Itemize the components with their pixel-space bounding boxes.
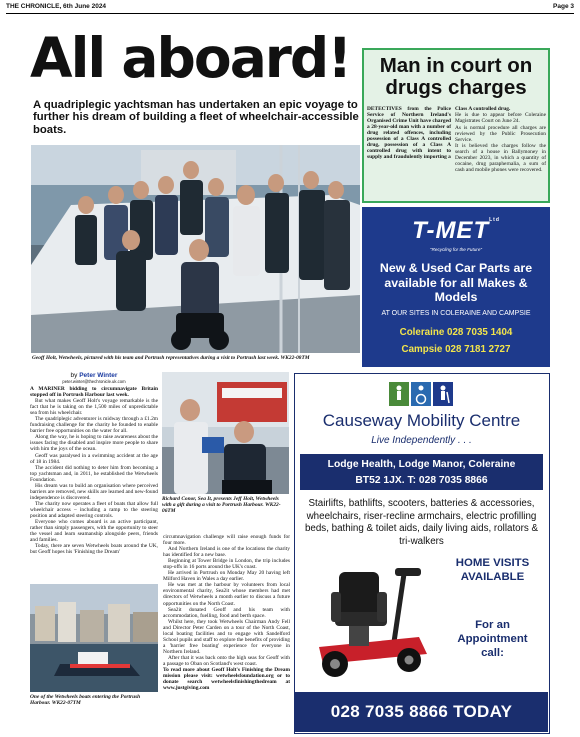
tmet-coleraine-phone: Coleraine 028 7035 1404 [399,327,513,338]
tmet-sites: AT OUR SITES IN COLERAINE AND CAMPSIE [381,310,531,317]
byline-email: peter.winter@thechronicle.uk.com [62,379,126,384]
tmet-logo-text: T-MET [412,217,490,244]
article-column-1 [30,386,158,555]
causeway-name: Causeway Mobility Centre [322,411,521,430]
tmet-advert[interactable] [362,207,550,367]
article-column-2 [163,534,290,691]
article-paragraph: Along the way, he is hoping to raise awareness about the issues facing the disabled and inspire more people to share with him the joys of the ocean. [30,434,158,453]
group-photo-caption: Geoff Holt, Wetwheels, pictured with his team and Portrush representatives during a visit to Portrush last week. WK22-08TM [32,355,310,361]
article-paragraph: He was met at the harbour by volunteers from local environmental charity, Sea2it whose members had met directors of Wetwheels a month earlier to discuss a future opportunities on the North Coast. [163,582,290,607]
causeway-address-line-2: BT52 1JX. T: 028 7035 8866 [355,474,488,486]
article-closing: To read more about Geoff Holt's Finishing the Dream mission please visit: wetwheelsfoundation.org or to donate search wetwheelsfinishingthedream at www.justgiving.com [163,667,290,692]
publication-date: THE CHRONICLE, 6th June 2024 [6,3,107,10]
harbour-photo [30,584,158,692]
article-paragraph: The accident did nothing to deter him from becoming a top yachtsman and, in 2011, he established the Wetwheels Foundation. [30,464,158,483]
article-paragraph: Everyone who comes aboard is an active participant, rather than simply passengers, with the opportunity to steer the vessel and learn seamanship alongside peers, friends and families. [30,519,158,544]
harbour-photo-caption: One of the Wetwheels boats entering the Portrush Harbour. WK22-07TM [30,694,141,706]
article-paragraph: Geoff was paralysed in a swimming accident at the age of 18 in 1984. [30,452,158,465]
causeway-phone[interactable]: 028 7035 8866 TODAY [295,692,548,732]
article-paragraph: But what makes Geoff Holt's voyage remarkable is the fact that he is taking on the 1,500 miles of unpredictable sea from his wheelchair. [30,398,158,417]
article-paragraph: Beginning at Tower Bridge in London, the trip includes stop-offs in 16 ports around the UK's coast. [163,558,290,571]
tmet-tagline: "Recycling for the Future" [429,247,483,252]
article-paragraph: His dream was to build an organisation where perceived barriers are removed, new skills are learned and new-found independence is discovered. [30,482,158,501]
article-paragraph: And Northern Ireland is one of the locations the charity has identified for a new base. [163,546,290,559]
article-paragraph: He arrived in Portrush on Monday May 20 having left Milford Haven in Wales a day earlier. [163,570,290,583]
drugs-headline: Man in court on drugs charges [379,54,533,99]
tmet-main-text: New & Used Car Parts are available for all Makes & Models [379,261,533,305]
mobility-scooter-image [309,552,437,692]
drugs-paragraph: As is normal procedure all charges are reviewed by the Public Prosecution Service. [455,124,546,143]
causeway-address [300,454,543,490]
article-paragraph: Whilst here, they took Wetwheels Chairman Andy Fell and Director Peter Carden on a tour of the North Coast, local boating facilities and to engage with Sandelford School pupils and staff to explore the benefits of providing a 'barrier free boating' experience for everyone in Northern Ireland. [163,618,291,655]
drugs-paragraph: He is due to appear before Coleraine Magistrates Court on June 24. [455,112,546,125]
tmet-logo-suffix: Ltd [489,217,500,223]
causeway-address-line-1: Lodge Health, Lodge Manor, Coleraine [327,459,516,470]
article-paragraph: Today, there are seven Wetwheels boats around the UK, but Geoff hopes his 'Finishing the Dream' [30,543,158,556]
byline-name: Peter Winter [79,372,118,379]
gift-photo-caption: Richard Conor, Sea It, presents Jeff Holt, Wetwheels with a gift during a visit to Portrush Harbour. WK22-06TM [162,496,281,514]
article-paragraph: After that it was back onto the high seas for Geoff with a passage to Oban on Scotland's west coast. [163,654,290,667]
byline [30,372,158,379]
gift-photo [162,372,289,494]
tmet-logo [362,217,550,245]
drugs-lead-paragraph: DETECTIVES from the Police Service of Northern Ireland's Organised Crime Unit have charged a 28-year-old man with a number of drug related offences, including possession of a Class A controlled drug, possession of a Class A controlled drug with intent to supply and fraudulently importing a [367,106,451,161]
article-paragraph: The charity now operates a fleet of boats that allow full wheelchair access – including a ramp to the steering position and adapted steering controls. [30,500,158,519]
drugs-paragraph: It is believed the charges follow the search of a house in Ballymoney in December 2023, in which a quantity of cocaine, drug paraphernalia, a sum of cash and mobile phones were recovered. [455,143,546,174]
causeway-products: Stairlifts, bathlifts, scooters, batteries & accessories, wheelchairs, riser-recline armchairs, electric profilling beds, bathing & toilet aids, daily living aids, rollators & tri-walkers [304,498,539,547]
byline-prefix: by [70,372,78,379]
causeway-tagline: Live Independently . . . [371,435,472,446]
drugs-story-column [455,106,546,174]
group-photo [31,145,360,353]
article-paragraph: circumnavigation challenge will raise enough funds for four more. [163,534,290,547]
page-number: Page 3 [553,3,574,10]
drugs-continuation: Class A controlled drug. [455,106,511,112]
home-visits-text: HOME VISITS AVAILABLE [455,557,530,583]
masthead-rule [6,13,574,14]
article-paragraph: Sea2it donated Geoff and his team with accommodation, fuelling, food and berth space. [163,606,290,619]
appointment-text: For an Appointment call: [457,619,528,659]
mobility-icons [389,382,455,413]
article-lead: A MARINER bidding to circumnavigate Britain stopped off in Portrush Harbour last week. [30,386,158,399]
causeway-mobility-advert[interactable] [294,373,550,734]
lead-standfirst: A quadriplegic yachtsman has undertaken an epic voyage to further his dream of building a fleet of wheelchair-accessible boats. [33,99,359,136]
article-paragraph: The quadriplegic adventurer is midway through a £1.2m fundraising challenge for the charity he founded to enable barrier free opportunities on the water for all. [30,416,158,435]
masthead [6,3,574,13]
lead-headline: All aboard! [30,26,351,90]
tmet-campsie-phone: Campsie 028 7181 2727 [401,344,511,355]
